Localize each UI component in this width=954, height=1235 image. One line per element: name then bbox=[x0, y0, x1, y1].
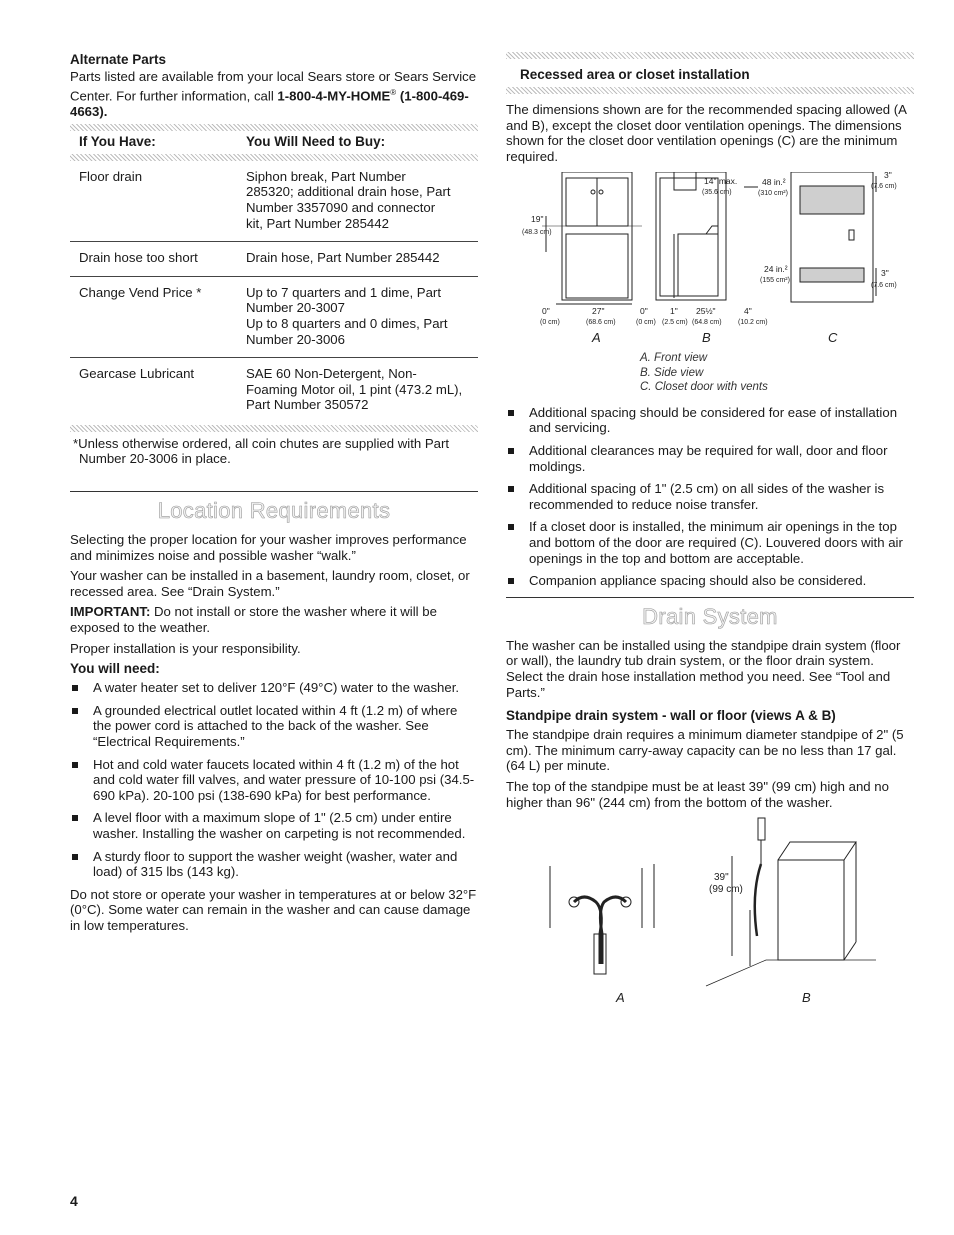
svg-text:27": 27" bbox=[592, 306, 605, 317]
clearance-diagram bbox=[506, 172, 914, 348]
col-header-buy: You Will Need to Buy: bbox=[246, 134, 386, 150]
svg-text:A: A bbox=[592, 330, 601, 346]
svg-text:0": 0" bbox=[640, 306, 648, 317]
svg-text:(64.8 cm): (64.8 cm) bbox=[692, 319, 722, 327]
svg-text:0": 0" bbox=[542, 306, 550, 317]
svg-text:(10.2 cm): (10.2 cm) bbox=[738, 319, 768, 327]
svg-text:(35.6 cm): (35.6 cm) bbox=[702, 189, 732, 197]
figure-captions: A. Front view B. Side view C. Closet door with vents bbox=[640, 352, 768, 394]
list-item: Additional spacing should be considered for ease of installation and servicing. bbox=[506, 405, 914, 436]
svg-text:C: C bbox=[828, 330, 838, 346]
list-item: If a closet door is installed, the minimum air openings in the top and bottom of the door are required (C). Louvered doors with air openings in the top and bottom are acceptable. bbox=[506, 519, 914, 566]
recessed-heading: Recessed area or closet installation bbox=[520, 67, 750, 82]
svg-text:25½": 25½" bbox=[696, 306, 716, 317]
list-item: Hot and cold water faucets located within 4 ft (1.2 m) of the hot and cold water fill valves, and water pressure of 10-100 psi (34.5-690 kPa). 20-100 psi (138-690 kPa) for best performance. bbox=[70, 757, 478, 804]
svg-text:(0 cm): (0 cm) bbox=[540, 319, 560, 327]
table-row: Floor drain Siphon break, Part Number 285320; additional drain hose, Part Number 3357090 and connector kit, Part Number 285442 bbox=[70, 169, 478, 242]
svg-text:14" max.: 14" max. bbox=[704, 176, 738, 187]
svg-text:(7.6 cm): (7.6 cm) bbox=[871, 282, 897, 290]
svg-text:3": 3" bbox=[881, 268, 889, 279]
svg-text:24 in.²: 24 in.² bbox=[764, 264, 788, 275]
svg-text:B: B bbox=[802, 990, 811, 1006]
washer-body bbox=[778, 860, 844, 960]
svg-text:(99 cm): (99 cm) bbox=[709, 884, 743, 896]
list-item: Additional clearances may be required for wall, door and floor moldings. bbox=[506, 443, 914, 474]
needs-list bbox=[70, 680, 478, 880]
standpipe-top bbox=[758, 818, 765, 840]
svg-text:(48.3 cm): (48.3 cm) bbox=[522, 229, 552, 237]
list-item: A grounded electrical outlet located within 4 ft (1.2 m) of where the power cord is attached to the back of the washer. See “Electrical Requirements.” bbox=[70, 703, 478, 750]
svg-text:3": 3" bbox=[884, 172, 892, 181]
left-column: Alternate Parts Parts listed are available from your local Sears store or Sears Service Center. For further information, call 1-800-4-MY-HOME® (1-800-469-4663). If You Have: You Will Need to Buy: Floor drain Siphon break, Part Number 285320; additional drain hose, Part Number 3357090 and connector kit, Part Number 285442 Drain hose too short Drain hose, Part Number 285442 Change Vend Price * Up to 7 quarters and 1 dime, Part Number 20-3007 Up to 8 quarters and 0 dimes, Part Number 20-3006 Gearcase Lubricant SAE 60 Non-Detergent, Non-Foaming Motor oil, 1 pint (473.2 mL), Part Number 350572 *Unless otherwise ordered, all coin chutes are supplied with Part Number 20-3006 in place. Location Requirements Selecting the proper location for your washer improves performance and minimizes noise and possible washer “walk.” Your washer can be installed in a basement, laundry room, closet, or recessed area. See “Drain System.” IMPORTANT: Do not install or store the washer where it will be exposed to the weather. Proper installation is your responsibility. You will need: A water heater set to deliver 120°F (49°C) water to the washer. A grounded electrical outlet located within 4 ft (1.2 m) of where the power cord is attached to the back of the washer. See “Electrical Requirements.” Hot and cold water faucets located within 4 ft (1.2 m) of the hot and cold water fill valves, and water pressure of 10-100 psi (34.5-690 kPa). 20-100 psi (138-690 kPa) for best performance. A level floor with a maximum slope of 1" (2.5 cm) under entire washer. Installing the washer on carpeting is not recommended. A sturdy floor to support the washer weight (washer, water and load) of 315 lbs (143 kg). Do not store or operate your washer in temperatures at or below 32°F (0°C). Some water can remain in the washer and can cause damage in low temperatures. bbox=[70, 52, 477, 933]
svg-text:(310 cm²): (310 cm²) bbox=[758, 190, 788, 198]
svg-text:1": 1" bbox=[670, 306, 678, 317]
table-row: Gearcase Lubricant SAE 60 Non-Detergent, Non-Foaming Motor oil, 1 pint (473.2 mL), Part Number 350572 bbox=[79, 366, 463, 413]
important-note: IMPORTANT: Do not install or store the washer where it will be exposed to the weather. bbox=[70, 604, 437, 636]
list-item: Companion appliance spacing should also be considered. bbox=[506, 573, 914, 589]
page-number: 4 bbox=[70, 1193, 78, 1209]
svg-text:(155 cm²): (155 cm²) bbox=[760, 277, 790, 285]
top-vent bbox=[800, 186, 864, 214]
standpipe-diagram bbox=[506, 816, 914, 1006]
svg-text:(7.6 cm): (7.6 cm) bbox=[871, 183, 897, 191]
table-row: Change Vend Price * Up to 7 quarters and 1 dime, Part Number 20-3007 Up to 8 quarters and 0 dimes, Part Number 20-3006 bbox=[70, 285, 478, 358]
standpipe-heading: Standpipe drain system - wall or floor (views A & B) bbox=[506, 708, 836, 724]
table-bottom-rule bbox=[70, 425, 478, 432]
alternate-parts-heading: Alternate Parts bbox=[70, 52, 167, 67]
svg-text:19": 19" bbox=[531, 214, 544, 225]
svg-text:A: A bbox=[616, 990, 625, 1006]
svg-text:(0 cm): (0 cm) bbox=[636, 319, 656, 327]
you-will-need-heading: You will need: bbox=[70, 661, 160, 677]
phone-number: 1-800-4-MY-HOME bbox=[277, 87, 391, 103]
alternate-parts-table bbox=[70, 131, 478, 423]
svg-text:(68.6 cm): (68.6 cm) bbox=[586, 319, 616, 327]
bottom-vent bbox=[800, 268, 864, 282]
list-item: A sturdy floor to support the washer weight (washer, water and load) of 315 lbs (143 kg). bbox=[70, 849, 478, 880]
svg-text:48 in.²: 48 in.² bbox=[762, 177, 786, 188]
table-top-rule bbox=[70, 124, 478, 131]
right-column: Recessed area or closet installation The dimensions shown are for the recommended spacing allowed (A and B), except the closet door ventilation openings. The dimensions shown for the closet door ventilation openings (C) are the minimum required. 19" (48.3 cm) 14" max. (35.6 cm) 48 in.² (310 cm²) 24 in.² (155 cm²) 3" (7.6 cm) 3" (7.6 cm) 0" (0 cm) 27" (68.6 cm) 0" (0 cm) 1" (2.5 cm) 25½" (64.8 cm) 4" (10.2 cm) A B C A. Front view B. Side view C. Closet door with vents Additional spacing should be considered for ease of installation and servicing. Additional clearances may be required for wall, door and floor moldings. Additional spacing of 1" (2.5 cm) on all sides of the washer is recommended to reduce noise transfer. If a closet door is installed, the minimum air openings in the top and bottom of the door are required (C). Louvered doors with air openings in the top and bottom are acceptable. Companion appliance spacing should also be considered. Drain System The washer can be installed using the standpipe drain system (floor or wall), the laundry tub drain system, or the floor drain system. Select the drain hose installation method you need. See “Tool and Parts.” Standpipe drain system - wall or floor (views A & B) The standpipe drain requires a minimum diameter standpipe of 2" (5 cm). The minimum carry-away capacity can be no less than 17 gal. (64 L) per minute. The top of the standpipe must be at least 39" (99 cm) high and no higher than 96" (244 cm) from the bottom of the washer. 39" (99 cm) A B bbox=[506, 52, 914, 1006]
table-row: Drain hose too short Drain hose, Part Number 285442 bbox=[70, 250, 478, 276]
alternate-parts-intro: Parts listed are available from your local Sears store or Sears Service Center. For further information, call 1-800-4-MY-HOME® (1-800-469-4663). bbox=[70, 69, 477, 119]
svg-text:39": 39" bbox=[714, 872, 729, 884]
list-item: A water heater set to deliver 120°F (49°C) water to the washer. bbox=[70, 680, 478, 696]
spacing-list bbox=[506, 405, 914, 589]
svg-text:4": 4" bbox=[744, 306, 752, 317]
list-item: A level floor with a maximum slope of 1" (2.5 cm) under entire washer. Installing the washer on carpeting is not recommended. bbox=[70, 810, 478, 841]
location-heading: Location Requirements bbox=[157, 498, 391, 524]
svg-text:(2.5 cm): (2.5 cm) bbox=[662, 319, 688, 327]
footnote: *Unless otherwise ordered, all coin chutes are supplied with Part Number 20-3006 in place. bbox=[73, 435, 450, 467]
list-item: Additional spacing of 1" (2.5 cm) on all sides of the washer is recommended to reduce noise transfer. bbox=[506, 481, 914, 512]
svg-text:B: B bbox=[702, 330, 711, 346]
col-header-have: If You Have: bbox=[79, 134, 156, 150]
drain-heading: Drain System bbox=[642, 603, 778, 629]
